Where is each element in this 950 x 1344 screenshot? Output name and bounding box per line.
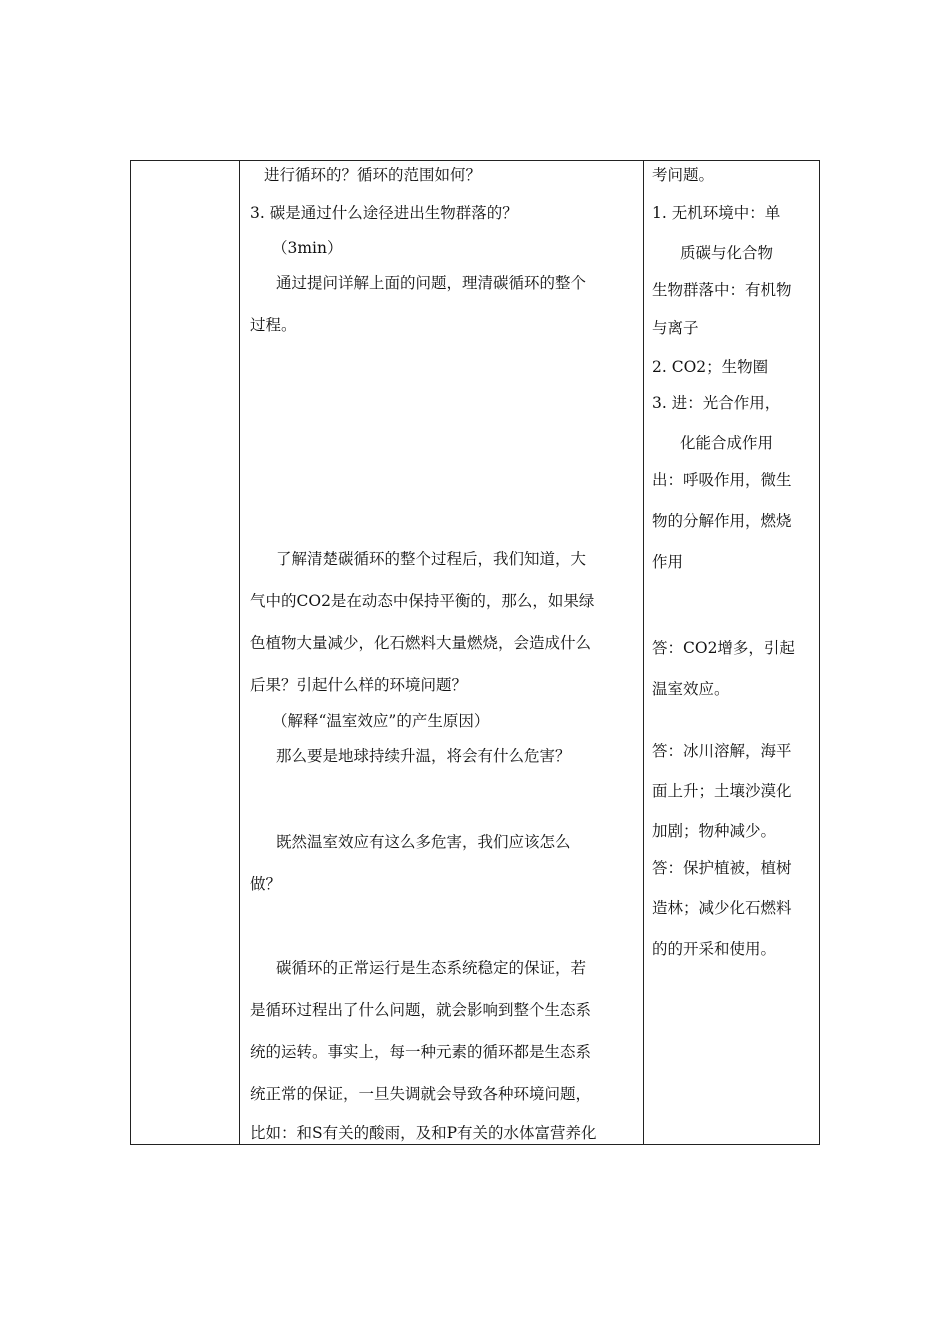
text-line: 1. 无机环境中：单 xyxy=(652,204,781,222)
text-line: 物的分解作用，燃烧 xyxy=(652,512,792,530)
text-line: 2. CO2；生物圈 xyxy=(652,358,769,376)
lesson-plan-table xyxy=(130,160,820,1145)
text-line: 后果？引起什么样的环境问题？ xyxy=(250,676,468,694)
text-line: 的的开采和使用。 xyxy=(652,940,777,958)
text-line: 气中的CO2是在动态中保持平衡的，那么，如果绿 xyxy=(250,592,595,610)
text-line: 统的运转。事实上，每一种元素的循环都是生态系 xyxy=(250,1043,592,1061)
text-line: （3min） xyxy=(272,239,343,257)
text-line: 质碳与化合物 xyxy=(680,244,774,262)
text-line: 作用 xyxy=(652,553,684,571)
text-line: 比如：和S有关的酸雨，及和P有关的水体富营养化 xyxy=(250,1124,597,1142)
text-line: 考问题。 xyxy=(652,166,715,184)
text-line: 3. 进：光合作用， xyxy=(652,394,781,412)
text-line: 温室效应。 xyxy=(652,680,730,698)
text-line: 化能合成作用 xyxy=(680,434,774,452)
text-line: 了解清楚碳循环的整个过程后，我们知道，大 xyxy=(276,550,587,568)
text-line: （解释“温室效应”的产生原因） xyxy=(272,712,490,730)
text-line: 3. 碳是通过什么途径进出生物群落的？ xyxy=(250,204,518,222)
text-line: 造林；减少化石燃料 xyxy=(652,899,792,917)
text-line: 是循环过程出了什么问题，就会影响到整个生态系 xyxy=(250,1001,592,1019)
text-line: 过程。 xyxy=(250,316,297,334)
student-activity-cell xyxy=(644,161,820,1144)
text-line: 色植物大量减少，化石燃料大量燃烧，会造成什么 xyxy=(250,634,592,652)
teacher-activity-cell xyxy=(240,161,642,1144)
text-line: 碳循环的正常运行是生态系统稳定的保证，若 xyxy=(276,959,587,977)
text-line: 与离子 xyxy=(652,319,699,337)
text-line: 出：呼吸作用，微生 xyxy=(652,471,792,489)
text-line: 既然温室效应有这么多危害，我们应该怎么 xyxy=(276,833,571,851)
left-column-cell xyxy=(131,161,239,1144)
text-line: 进行循环的？循环的范围如何？ xyxy=(264,166,482,184)
text-line: 做？ xyxy=(250,875,282,893)
text-line: 那么要是地球持续升温，将会有什么危害？ xyxy=(276,747,571,765)
text-line: 答：冰川溶解，海平 xyxy=(652,742,792,760)
text-line: 加剧；物种减少。 xyxy=(652,822,777,840)
text-line: 生物群落中：有机物 xyxy=(652,281,792,299)
text-line: 通过提问详解上面的问题，理清碳循环的整个 xyxy=(276,274,587,292)
text-line: 面上升；土壤沙漠化 xyxy=(652,782,792,800)
text-line: 答：保护植被，植树 xyxy=(652,859,792,877)
text-line: 统正常的保证，一旦失调就会导致各种环境问题， xyxy=(250,1085,592,1103)
text-line: 答：CO2增多，引起 xyxy=(652,639,795,657)
